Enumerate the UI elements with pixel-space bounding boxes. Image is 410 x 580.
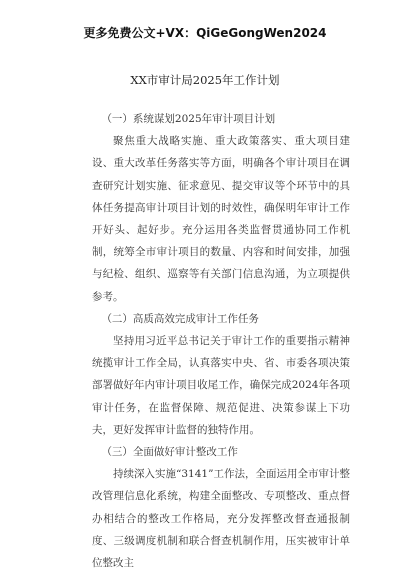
section-heading: （二）高质高效完成审计工作任务 (101, 312, 259, 325)
section-heading: （一）系统谋划2025年审计项目计划 (101, 113, 276, 125)
document-body (92, 108, 350, 574)
document-title: XX市审计局2025年工作计划 (130, 73, 280, 87)
promo-banner: 更多免费公文+VX：QiGeGongWen2024 (83, 26, 327, 40)
section-paragraph: 持续深入实施“3141”工作法，全面运用全市审计整改管理信息化系统，构建全面整改、专项整改、重点督办相结合的整改工作格局，充分发挥整改督查通报制度、三级调度机制和联合督查机制作用，压实被审计单位整改主 (92, 468, 350, 570)
section-paragraph: 坚持用习近平总书记关于审计工作的重要指示精神统揽审计工作全局，认真落实中央、省、市委各项决策部署做好年内审计项目收尾工作，确保完成2024年各项审计任务，在监督保障、规范促进、决策参谋上下功夫，更好发挥审计监督的独特作用。 (92, 335, 350, 436)
section-heading: （三）全面做好审计整改工作 (101, 446, 238, 459)
section-paragraph: 聚焦重大战略实施、重大政策落实、重大项目建设、重大改革任务落实等方面，明确各个审计项目在调查研究计划实施、征求意见、提交审议等个环节中的具体任务提高审计项目计划的时效性，确保明年审计工作开好头、起好步。充分运用各类监督贯通协同工作机制，统筹全市审计项目的数量、内容和时间安排，加强与纪检、组织、巡察等有关部门信息沟通，为立项提供参考。 (92, 135, 350, 303)
